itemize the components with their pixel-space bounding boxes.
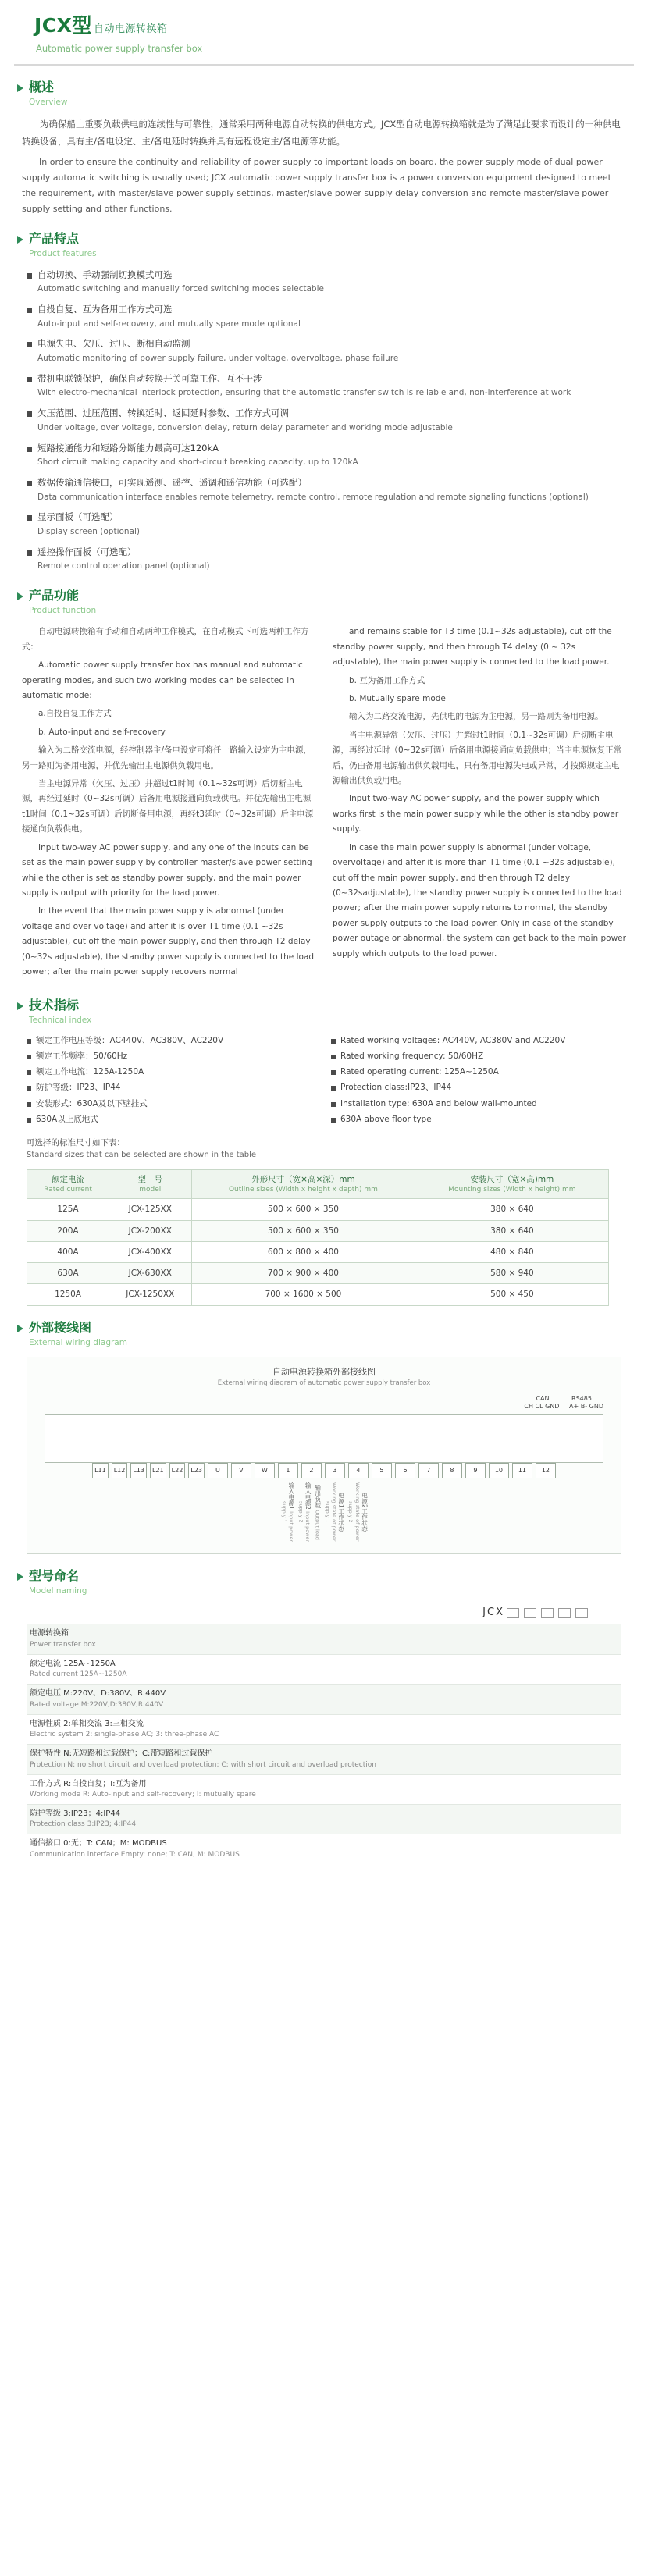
section-title-cn: 产品功能 (29, 588, 80, 603)
terminal-signal: 8 (442, 1463, 462, 1478)
page-title (34, 11, 634, 41)
feature-item (27, 302, 621, 331)
page-title-en: Automatic power supply transfer box (36, 42, 203, 54)
feature-label-en: With electro-mechanical interlock protection, ensuring that the automatic transfer switch is reliable and, non-interference at work (37, 388, 571, 398)
bullet-square-icon (331, 1102, 336, 1107)
feature-label-cn: 遥控操作面板（可选配） (27, 545, 621, 560)
table-cell: JCX-400XX (109, 1241, 191, 1262)
model-naming-cn: 电源转换箱 (30, 1629, 69, 1638)
function-paragraph: b. Mutually spare mode (349, 693, 446, 703)
wiring-diagram (27, 1357, 621, 1554)
technical-item (331, 1098, 621, 1110)
section-heading-function (17, 588, 634, 617)
model-naming-cn: 工作方式 R:自投自复；I:互为备用 (30, 1779, 147, 1788)
model-naming-row (27, 1654, 621, 1684)
terminal-output: U (208, 1463, 228, 1478)
features-list (14, 268, 634, 575)
bullet-square-icon (27, 308, 32, 313)
feature-label-en: Auto-input and self-recovery, and mutually spare mode optional (37, 318, 301, 329)
model-naming-cn: 额定电压 M:220V、D:380V、R:440V (30, 1689, 166, 1699)
technical-index (14, 1034, 634, 1130)
model-code-row (27, 1605, 621, 1621)
section-title-cn: 概述 (29, 79, 55, 94)
table-cell: 700 × 1600 × 500 (191, 1284, 415, 1305)
feature-label-cn: 电源失电、欠压、过压、断相自动监测 (27, 336, 621, 352)
technical-item (27, 1081, 317, 1094)
model-naming-block (27, 1605, 621, 1864)
model-naming-row (27, 1624, 621, 1653)
bullet-square-icon (27, 1055, 31, 1059)
function-paragraph: a.自投自复工作方式 (38, 709, 112, 719)
technical-item (27, 1098, 317, 1110)
terminal-group-label (347, 1482, 368, 1542)
terminal-signal: 4 (348, 1463, 369, 1478)
terminal-group-label-cn: 电源1工作状态 (337, 1493, 345, 1532)
bullet-square-icon (27, 515, 32, 521)
table-row (27, 1220, 609, 1241)
terminal-group-label-en: Working state of power supply 1 (324, 1482, 337, 1542)
bullet-square-icon (331, 1055, 336, 1059)
feature-item (27, 372, 621, 400)
bullet-square-icon (331, 1039, 336, 1044)
table-cell: 125A (27, 1199, 109, 1220)
section-title-cn: 技术指标 (29, 997, 80, 1012)
feature-item (27, 336, 621, 365)
table-column-header (109, 1169, 191, 1198)
function-paragraph: 输入为二路交流电源，先供电的电源为主电源，另一路则为备用电源。 (349, 712, 603, 722)
table-row (27, 1263, 609, 1284)
terminal-labels (37, 1482, 611, 1542)
table-cell: 580 × 940 (415, 1263, 609, 1284)
function-paragraph: and remains stable for T3 time (0.1~32s adjustable), cut off the standby power supply, and then through T4 delay (0 ~ 32s adjustable), the main power supply is connected to the load power. (333, 627, 612, 667)
diagram-enclosure (45, 1414, 603, 1463)
bullet-square-icon (331, 1118, 336, 1123)
spec-table-head (27, 1169, 609, 1198)
model-naming-en: Power transfer box (30, 1640, 96, 1649)
function-column-left (22, 624, 315, 983)
page-header (14, 0, 634, 66)
terminal-signal: 7 (418, 1463, 439, 1478)
table-header-row (27, 1169, 609, 1198)
bullet-square-icon (331, 1070, 336, 1075)
function-paragraph: b. Auto-input and self-recovery (38, 727, 166, 737)
model-naming-row (27, 1684, 621, 1713)
terminal-group-label-cn: 输出负载 (314, 1484, 322, 1508)
model-naming-label (27, 1688, 621, 1710)
triangle-icon (17, 1325, 23, 1332)
column-header-cn: 额定电流 (52, 1174, 85, 1184)
terminal-signal: 6 (395, 1463, 415, 1478)
technical-item (331, 1034, 621, 1047)
diagram-title (37, 1365, 611, 1389)
terminal-group-label-cn: 输入电源1 (287, 1482, 295, 1510)
model-naming-label (27, 1748, 621, 1770)
section-title-en: Technical index (29, 1015, 92, 1025)
column-header-en: Outline sizes (Width x height x depth) mm (228, 1186, 378, 1194)
terminal-input: L22 (169, 1463, 186, 1478)
technical-item-text: 额定工作电压等级：AC440V、AC380V、AC220V (36, 1035, 224, 1045)
function-column-right (333, 624, 626, 983)
technical-item-text: Rated operating current: 125A~1250A (340, 1067, 499, 1077)
bullet-square-icon (27, 447, 32, 452)
technical-item-text: 额定工作频率：50/60Hz (36, 1051, 128, 1061)
bullet-square-icon (27, 273, 32, 279)
terminal-group-label-cn: 电源2工作状态 (361, 1493, 369, 1532)
function-two-columns (14, 624, 634, 983)
rs485-label: RS485 (571, 1394, 592, 1402)
triangle-icon (17, 84, 23, 92)
feature-label-en: Under voltage, over voltage, conversion delay, return delay parameter and working mode adjustable (37, 422, 453, 432)
title-cn-sub: 自动电源转换箱 (93, 23, 168, 35)
bullet-square-icon (27, 1086, 31, 1091)
model-naming-en: Electric system 2: single-phase AC; 3: three-phase AC (30, 1731, 219, 1739)
technical-item-text: Protection class:IP23、IP44 (340, 1083, 452, 1093)
model-naming-row (27, 1834, 621, 1863)
table-column-header (415, 1169, 609, 1198)
model-naming-cn: 额定电流 125A~1250A (30, 1659, 116, 1668)
bullet-square-icon (27, 342, 32, 347)
technical-item-text: Installation type: 630A and below wall-mounted (340, 1098, 537, 1108)
function-paragraph: In the event that the main power supply is abnormal (under voltage and over voltage) and after it is over T1 time (0.1 ~32s adjustable), cut off the main power supply, and then through T2 delay (0~32s adjustable), the standby power supply is connected to the load power; after the main power supply recovers normal (22, 906, 315, 977)
table-cell: 500 × 600 × 350 (191, 1199, 415, 1220)
terminal-signal: 9 (465, 1463, 486, 1478)
bullet-square-icon (27, 1039, 31, 1044)
terminal-group-label (297, 1482, 311, 1542)
table-cell: 600 × 800 × 400 (191, 1241, 415, 1262)
diagram-body (37, 1395, 611, 1542)
table-cell: 200A (27, 1220, 109, 1241)
technical-column-en (331, 1034, 621, 1130)
bullet-square-icon (27, 1070, 31, 1075)
function-paragraph: Input two-way AC power supply, and any one of the inputs can be set as the main power supply by controller master/slave power setting while the other is set as standby power supply, and the main power supply is output with priority for the load power. (22, 842, 312, 898)
column-header-cn: 安装尺寸（宽×高)mm (470, 1174, 554, 1184)
spec-table (27, 1169, 609, 1306)
feature-label-en: Automatic monitoring of power supply failure, under voltage, overvoltage, phase failure (37, 353, 399, 363)
feature-label-cn: 自动切换、手动强制切换模式可选 (27, 268, 621, 283)
table-cell: 630A (27, 1263, 109, 1284)
terminal-input: L23 (188, 1463, 205, 1478)
terminal-signal: 11 (512, 1463, 532, 1478)
terminal-output: W (255, 1463, 275, 1478)
model-blank-2 (524, 1608, 536, 1618)
title-model: JCX型 (34, 14, 92, 37)
bullet-square-icon (27, 1118, 31, 1123)
table-row (27, 1199, 609, 1220)
terminal-output: V (231, 1463, 251, 1478)
section-title-cn: 外部接线图 (29, 1319, 92, 1335)
table-column-header (191, 1169, 415, 1198)
bullet-square-icon (27, 550, 32, 556)
terminal-input: L21 (150, 1463, 166, 1478)
table-note-en: Standard sizes that can be selected are shown in the table (27, 1151, 257, 1160)
bullet-square-icon (27, 411, 32, 417)
section-title-cn: 产品特点 (29, 230, 80, 246)
table-cell: 380 × 640 (415, 1220, 609, 1241)
section-title-en: Model naming (29, 1586, 87, 1596)
section-title-en: Product function (29, 606, 97, 616)
feature-item (27, 268, 621, 297)
technical-item-text: Rated working voltages: AC440V, AC380V and AC220V (340, 1035, 566, 1045)
model-naming-en: Working mode R: Auto-input and self-recovery; I: mutually spare (30, 1791, 256, 1799)
terminal-group-label-cn: 输入电源2 (304, 1482, 312, 1510)
terminal-group-label-en: Working state of power supply 2 (347, 1482, 361, 1542)
function-paragraph: 输入为二路交流电源，经控制器主/备电设定可将任一路输入设定为主电源，另一路则为备用电源，并优先输出主电源供负载用电。 (22, 745, 312, 770)
table-note (14, 1129, 634, 1165)
model-naming-en: Protection N: no short circuit and overload protection; C: with short circuit and overload protection (30, 1760, 376, 1769)
column-header-cn: 外形尺寸（宽×高×深）mm (251, 1174, 355, 1184)
model-naming-en: Rated voltage M:220V,D:380V,R:440V (30, 1700, 164, 1709)
model-naming-cn: 保护特性 N:无短路和过载保护；C:带短路和过载保护 (30, 1749, 213, 1759)
model-blank-4 (558, 1608, 571, 1618)
model-code: JCX (482, 1606, 504, 1619)
table-cell: 380 × 640 (415, 1199, 609, 1220)
terminal-signal: 12 (536, 1463, 556, 1478)
model-naming-en: Rated current 125A~1250A (30, 1670, 127, 1679)
model-naming-en: Communication interface Empty: none; T: CAN; M: MODBUS (30, 1850, 240, 1859)
section-heading-model (17, 1568, 634, 1597)
model-naming-cn: 防护等级 3:IP23；4:IP44 (30, 1809, 121, 1818)
section-title-cn: 型号命名 (29, 1568, 80, 1584)
can-pins: CH CL GND (524, 1403, 560, 1411)
technical-item (27, 1113, 317, 1126)
feature-item (27, 441, 621, 470)
terminal-signal: 1 (278, 1463, 298, 1478)
model-blank-1 (507, 1608, 519, 1618)
feature-item (27, 545, 621, 574)
terminal-input: L13 (130, 1463, 147, 1478)
diagram-title-cn: 自动电源转换箱外部接线图 (272, 1366, 376, 1377)
model-blank-5 (575, 1608, 588, 1618)
terminal-group-label (314, 1482, 321, 1542)
function-paragraph: Input two-way AC power supply, and the power supply which works first is the main power supply while the other is standby power supply. (333, 794, 619, 834)
column-header-en: model (139, 1186, 162, 1194)
feature-label-cn: 数据传输通信接口，可实现遥测、遥控、遥调和遥信功能（可选配） (27, 475, 621, 491)
technical-item-text: 630A以上底地式 (36, 1114, 98, 1124)
section-heading-features (17, 231, 634, 260)
model-naming-label (27, 1628, 621, 1650)
section-title-en: Overview (29, 97, 68, 107)
terminal-signal: 3 (325, 1463, 345, 1478)
function-paragraph: In case the main power supply is abnormal (under voltage, overvoltage) and after it is more than T1 time (0.1 ~32s adjustable), cut off the main power supply, and then through T2 delay (0~32sadjustable), the standby power supply is connected to the load power; after the main power supply returns to normal, the standby power supply outputs to the load power. Only in case of the standby power outage or abnormal, the system can get back to the main power supply which outputs to the load power. (333, 842, 626, 959)
model-naming-row (27, 1744, 621, 1774)
technical-item (27, 1034, 317, 1047)
triangle-icon (17, 592, 23, 600)
feature-label-cn: 欠压范围、过压范围、转换延时、返回延时参数、工作方式可调 (27, 406, 621, 422)
function-paragraph: 当主电源异常（欠压、过压）并超过t1时间（0.1~32s可调）后切断主电源，再经过延时（0~32s可调）后备用电源接通向负载供电；当主电源恢复正常后，仍由备用电源输出供负载用电，只有备用电源失电或异常，才按照规定主电源输出供负载用电。 (333, 730, 622, 786)
model-blank-3 (541, 1608, 554, 1618)
model-rows (27, 1624, 621, 1864)
table-cell: 500 × 600 × 350 (191, 1220, 415, 1241)
terminal-group-label-en: Input power supply 1 (281, 1501, 294, 1542)
rs485-pins: A+ B- GND (569, 1403, 603, 1411)
feature-item (27, 510, 621, 539)
terminal-group-label (281, 1482, 294, 1542)
technical-item (331, 1081, 621, 1094)
bullet-square-icon (27, 1102, 31, 1107)
terminal-group-label-en: Input power supply 2 (297, 1501, 312, 1542)
technical-item-text: 630A above floor type (340, 1114, 432, 1124)
model-naming-label (27, 1718, 621, 1741)
bullet-square-icon (27, 377, 32, 382)
section-heading-technical (17, 998, 634, 1026)
section-heading-wiring (17, 1320, 634, 1349)
technical-item-text: 防护等级：IP23、IP44 (36, 1083, 121, 1093)
overview-paragraph-en: In order to ensure the continuity and reliability of power supply to important loads on board, the power supply mode of dual power supply automatic switching is usually used; JCX automatic power supply transfer box is a power conversion equipment designed to meet the requirement, with master/slave power supply settings, master/slave power supply delay conversion and remote master/slave power supply setting and other functions. (22, 157, 611, 214)
feature-label-en: Display screen (optional) (37, 526, 141, 536)
table-cell: JCX-630XX (109, 1263, 191, 1284)
table-cell: 400A (27, 1241, 109, 1262)
section-title-en: Product features (29, 248, 97, 258)
column-header-en: Rated current (44, 1186, 92, 1194)
model-naming-row (27, 1804, 621, 1834)
technical-item (331, 1050, 621, 1062)
table-cell: 480 × 840 (415, 1241, 609, 1262)
feature-label-en: Data communication interface enables remote telemetry, remote control, remote regulation and remote signaling functions (optional) (37, 492, 589, 502)
feature-label-en: Remote control operation panel (optional) (37, 561, 210, 571)
technical-item-text: 额定工作电流：125A-1250A (36, 1067, 144, 1077)
technical-column-cn (27, 1034, 317, 1130)
spec-table-body (27, 1199, 609, 1305)
model-naming-label (27, 1838, 621, 1860)
column-header-cn: 型 号 (137, 1174, 163, 1184)
terminal-signal: 10 (489, 1463, 509, 1478)
terminal-signal: 2 (301, 1463, 322, 1478)
table-cell: JCX-200XX (109, 1220, 191, 1241)
function-paragraph: Automatic power supply transfer box has manual and automatic operating modes, and such two working modes can be selected in automatic mode: (22, 660, 303, 700)
feature-label-cn: 带机电联锁保护，确保自动转换开关可靠工作、互不干涉 (27, 372, 621, 387)
technical-item (331, 1113, 621, 1126)
model-naming-en: Protection class 3:IP23; 4:IP44 (30, 1820, 137, 1829)
feature-label-cn: 短路接通能力和短路分断能力最高可达120kA (27, 441, 621, 457)
column-header-en: Mounting sizes (Width x height) mm (448, 1186, 576, 1194)
technical-item-text: Rated working frequency: 50/60HZ (340, 1051, 484, 1061)
model-naming-cn: 通信接口 0:无；T: CAN；M: MODBUS (30, 1839, 167, 1848)
terminal-group-label-en: Output load (314, 1510, 321, 1540)
function-paragraph: 当主电源异常（欠压、过压）并超过t1时间（0.1~32s可调）后切断主电源，再经过延时（0~32s可调）后备用电源接通向负载供电。并优先输出主电源t1时间（0.1~32s可调）后切断备用电源，再经t3延时（0~32s可调）后主电源接通向负载供电。 (22, 779, 314, 834)
table-note-cn: 可选择的标准尺寸如下表： (27, 1138, 125, 1148)
technical-item (331, 1066, 621, 1078)
table-row (27, 1284, 609, 1305)
model-naming-row (27, 1774, 621, 1804)
terminal-input: L12 (112, 1463, 128, 1478)
terminal-group-label (324, 1482, 344, 1542)
triangle-icon (17, 1573, 23, 1581)
feature-label-cn: 自投自复、互为备用工作方式可选 (27, 302, 621, 318)
technical-item (27, 1050, 317, 1062)
model-naming-label (27, 1658, 621, 1681)
feature-label-en: Short circuit making capacity and short-circuit breaking capacity, up to 120kA (37, 457, 358, 468)
section-title-en: External wiring diagram (29, 1337, 127, 1347)
table-column-header (27, 1169, 109, 1198)
feature-label-en: Automatic switching and manually forced switching modes selectable (37, 284, 324, 294)
table-cell: 500 × 450 (415, 1284, 609, 1305)
function-paragraph: 自动电源转换箱有手动和自动两种工作模式，在自动模式下可选两种工作方式： (22, 627, 309, 652)
triangle-icon (17, 236, 23, 244)
section-heading-overview (17, 80, 634, 109)
can-label: CAN (536, 1394, 550, 1402)
table-cell: 700 × 900 × 400 (191, 1263, 415, 1284)
table-cell: JCX-125XX (109, 1199, 191, 1220)
model-naming-label (27, 1808, 621, 1831)
triangle-icon (17, 1002, 23, 1010)
overview-paragraph-cn: 为确保船上重要负载供电的连续性与可靠性，通常采用两种电源自动转换的供电方式。JCX型自动电源转换箱就是为了满足此要求而设计的一种供电转换设备，具有主/备电设定、主/备电延时转换并具有远程设定主/备电源等功能。 (22, 118, 621, 147)
technical-item (27, 1066, 317, 1078)
feature-item (27, 475, 621, 504)
feature-label-cn: 显示面板（可选配） (27, 510, 621, 525)
model-naming-label (27, 1778, 621, 1801)
bullet-square-icon (331, 1086, 336, 1091)
function-paragraph: b. 互为备用工作方式 (349, 675, 425, 685)
bullet-square-icon (27, 481, 32, 486)
terminal-input: L11 (92, 1463, 109, 1478)
technical-item-text: 安装形式：630A及以下壁挂式 (36, 1098, 148, 1108)
feature-item (27, 406, 621, 435)
model-naming-cn: 电源性质 2:单相交流 3:三相交流 (30, 1719, 144, 1728)
table-cell: 1250A (27, 1284, 109, 1305)
terminal-row (37, 1463, 611, 1478)
terminal-signal: 5 (372, 1463, 392, 1478)
diagram-title-en: External wiring diagram of automatic power supply transfer box (217, 1379, 431, 1387)
table-cell: JCX-1250XX (109, 1284, 191, 1305)
table-row (27, 1241, 609, 1262)
model-naming-row (27, 1714, 621, 1744)
